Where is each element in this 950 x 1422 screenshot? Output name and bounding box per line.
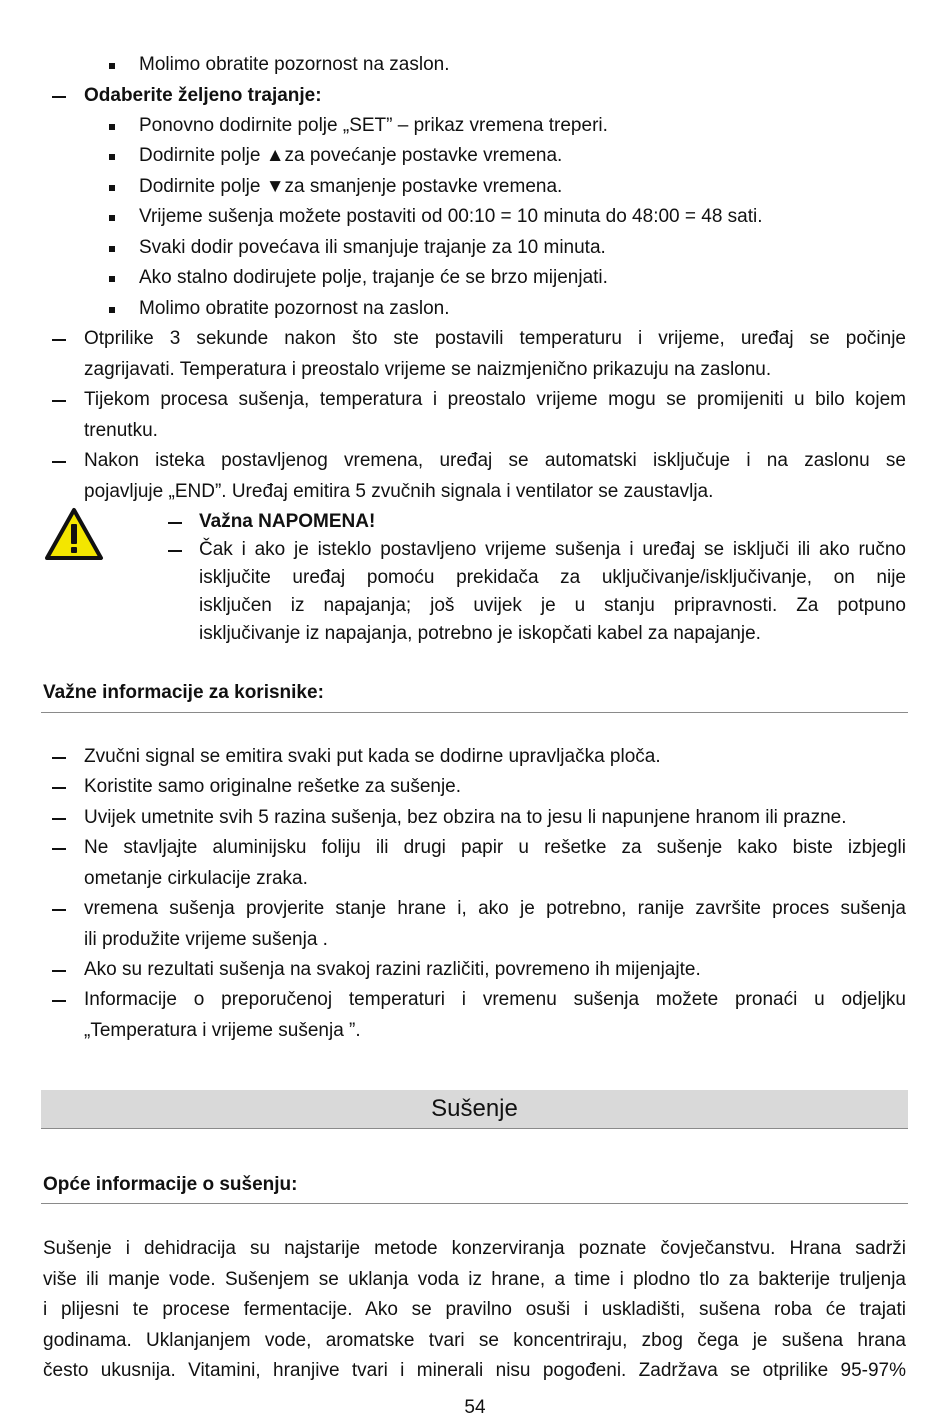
dash-bullet <box>52 96 66 98</box>
dash-bullet <box>52 787 66 789</box>
paragraph-line: Ako su rezultati sušenja na svakoj razini različiti, povremeno ih mijenjajte. <box>84 959 701 980</box>
heading-rule <box>41 1203 908 1204</box>
bullet-text: Svaki dodir povećava ili smanjuje trajanje za 10 minuta. <box>139 237 606 258</box>
bullet-square <box>109 185 115 191</box>
paragraph-line: pojavljuje „END”. Uređaj emitira 5 zvučnih signala i ventilator se zaustavlja. <box>84 481 714 502</box>
note-title: Važna NAPOMENA! <box>199 511 376 532</box>
dash-bullet <box>52 400 66 402</box>
bullet-text: Vrijeme sušenja možete postaviti od 00:10 = 10 minuta do 48:00 = 48 sati. <box>139 206 763 227</box>
dash-bullet <box>52 970 66 972</box>
bullet-square <box>109 307 115 313</box>
dash-bullet <box>52 848 66 850</box>
dash-bullet <box>52 461 66 463</box>
section-title-bar <box>41 1090 908 1129</box>
paragraph-line: Informacije o preporučenoj temperaturi i vremenu sušenja možete pronaći u odjeljku <box>84 989 906 1010</box>
paragraph-line: ometanje cirkulacije zraka. <box>84 868 308 889</box>
section-heading: Važne informacije za korisnike: <box>43 682 324 703</box>
bullet-text: Dodirnite polje ▼za smanjenje postavke vremena. <box>139 176 563 197</box>
section-heading: Opće informacije o sušenju: <box>43 1174 298 1195</box>
paragraph-line: „Temperatura i vrijeme sušenja ”. <box>84 1020 361 1041</box>
paragraph-line: ili produžite vrijeme sušenja . <box>84 929 328 950</box>
note-line: isključivanje iz napajanja, potrebno je iskopčati kabel za napajanje. <box>199 623 761 644</box>
paragraph-line: Nakon isteka postavljenog vremena, uređaj se automatski isključuje i na zaslonu se <box>84 450 906 471</box>
dash-bullet <box>52 1000 66 1002</box>
paragraph-line: Tijekom procesa sušenja, temperatura i preostalo vrijeme mogu se promijeniti u bilo kojem <box>84 389 906 410</box>
note-line: Čak i ako je isteklo postavljeno vrijeme sušenja i uređaj se isključi ili ako ručno <box>199 539 906 560</box>
bullet-text: Ponovno dodirnite polje „SET” – prikaz vremena treperi. <box>139 115 608 136</box>
subheading-duration: Odaberite željeno trajanje: <box>84 85 322 106</box>
paragraph-line: Zvučni signal se emitira svaki put kada se dodirne upravljačka ploča. <box>84 746 661 767</box>
paragraph-line: vremena sušenja provjerite stanje hrane i, ako je potrebno, ranije završite proces sušenja <box>84 898 906 919</box>
dash-bullet <box>168 522 182 524</box>
body-line: Sušenje i dehidracija su najstarije metode konzerviranja poznate čovječanstvu. Hrana sadrži <box>43 1238 906 1259</box>
bullet-square <box>109 246 115 252</box>
dash-bullet <box>52 818 66 820</box>
note-line: isključen iz napajanja; još uvijek je u stanju pripravnosti. Za potpuno <box>199 595 906 616</box>
bullet-square <box>109 215 115 221</box>
paragraph-line: zagrijavati. Temperatura i preostalo vrijeme se naizmjenično prikazuju na zaslonu. <box>84 359 772 380</box>
dash-bullet <box>52 757 66 759</box>
bullet-square <box>109 154 115 160</box>
paragraph-line: Koristite samo originalne rešetke za sušenje. <box>84 776 462 797</box>
bullet-square <box>109 63 115 69</box>
body-line: godinama. Uklanjanjem vode, aromatske tvari se koncentriraju, zbog čega je sušena hrana <box>43 1330 906 1351</box>
bullet-text: Molimo obratite pozornost na zaslon. <box>139 54 450 75</box>
bullet-text: Dodirnite polje ▲za povećanje postavke vremena. <box>139 145 563 166</box>
warning-triangle-icon <box>44 507 104 561</box>
paragraph-line: trenutku. <box>84 420 158 441</box>
paragraph-line: Uvijek umetnite svih 5 razina sušenja, bez obzira na to jesu li napunjene hranom ili prazne. <box>84 807 847 828</box>
paragraph-line: Otprilike 3 sekunde nakon što ste postavili temperaturu i vrijeme, uređaj se počinje <box>84 328 906 349</box>
dash-bullet <box>52 909 66 911</box>
bullet-text: Ako stalno dodirujete polje, trajanje će se brzo mijenjati. <box>139 267 608 288</box>
body-line: više ili manje vode. Sušenjem se uklanja voda iz hrane, a time i plodno tlo za bakterije truljenja <box>43 1269 906 1290</box>
dash-bullet <box>52 339 66 341</box>
page-number: 54 <box>464 1397 486 1418</box>
paragraph-line: Ne stavljajte aluminijsku foliju ili drugi papir u rešetke za sušenje kako biste izbjegli <box>84 837 906 858</box>
heading-rule <box>41 712 908 713</box>
section-title: Sušenje <box>431 1095 518 1122</box>
note-line: isključite uređaj pomoću prekidača za uključivanje/isključivanje, on nije <box>199 567 906 588</box>
bullet-square <box>109 124 115 130</box>
bullet-square <box>109 276 115 282</box>
body-line: često ukusnija. Vitamini, hranjive tvari i minerali nisu pogođeni. Zadržava se otprilike 95-97% <box>43 1360 906 1381</box>
dash-bullet <box>168 550 182 552</box>
bullet-text: Molimo obratite pozornost na zaslon. <box>139 298 450 319</box>
body-line: i plijesni te procese fermentacije. Ako se pravilno osuši i uskladišti, sušena roba će trajati <box>43 1299 906 1320</box>
